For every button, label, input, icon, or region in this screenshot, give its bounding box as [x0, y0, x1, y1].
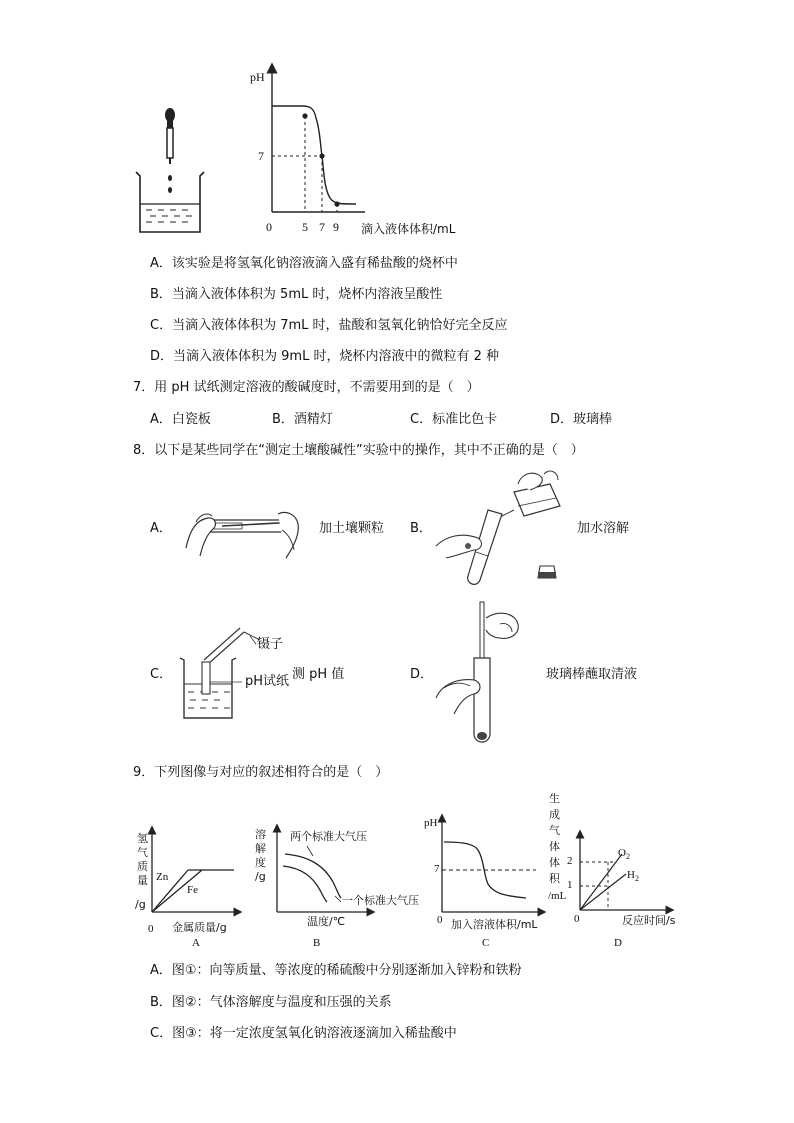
q6-option-b: B．当滴入液体体积为 5mL 时，烧杯内溶液呈酸性 — [150, 287, 443, 302]
q8-b-letter: B． — [410, 521, 432, 536]
ph-titration-graph — [240, 60, 480, 230]
q8-c-tweezers-label: 镊子 — [257, 637, 284, 652]
graph-b-curve-2atm: 两个标准大气压 — [290, 830, 367, 843]
graph-d-origin: 0 — [574, 913, 580, 925]
graph-a-fe: Fe — [187, 884, 198, 896]
graph-c-origin: 0 — [437, 914, 443, 926]
graph-d-o2-label — [618, 847, 630, 863]
graph-d-o2-sub: 2 — [625, 852, 630, 862]
ph-graph-tick-7: 7 — [258, 149, 264, 163]
graph-a-y-label-1: 氢 — [137, 832, 148, 845]
q8-c-caption: 测 pH 值 — [292, 667, 345, 682]
q8-d-letter: D． — [410, 667, 434, 682]
graph-d-gas-volume — [568, 830, 678, 914]
ph-graph-y-label: pH — [250, 70, 265, 84]
q9-option-b: B．图②：气体溶解度与温度和压强的关系 — [150, 995, 392, 1010]
graph-d-tick-1: 1 — [567, 879, 573, 891]
q8-b-caption: 加水溶解 — [577, 521, 630, 536]
graph-b-y-label-1: 溶 — [255, 828, 266, 841]
graph-d-y-label-4: 体 — [549, 840, 560, 853]
q6-option-c: C．当滴入液体体积为 7mL 时，盐酸和氢氧化钠恰好完全反应 — [150, 318, 508, 333]
graph-d-y-label-1: 生 — [549, 792, 560, 805]
graph-d-h2: H — [627, 869, 635, 881]
graph-a-hydrogen-mass — [140, 820, 250, 920]
q6-option-d: D．当滴入液体体积为 9mL 时，烧杯内溶液中的微粒有 2 种 — [150, 349, 499, 364]
graph-c-tick-7: 7 — [434, 863, 440, 875]
graph-a-x-label: 金属质量/g — [172, 921, 227, 934]
graph-a-y-label-5: /g — [135, 898, 146, 911]
add-soil-illustration — [182, 500, 307, 560]
q9-stem: 9．下列图像与对应的叙述相符合的是（ ） — [133, 765, 389, 780]
ph-graph-x-tick-9: 9 — [333, 220, 339, 234]
graph-d-tick-2: 2 — [567, 855, 573, 867]
q9-option-c: C．图③：将一定浓度氢氧化钠溶液逐滴加入稀盐酸中 — [150, 1026, 457, 1041]
q8-d-caption: 玻璃棒蘸取清液 — [546, 667, 638, 682]
q7-stem: 7．用 pH 试纸测定溶液的酸碱度时，不需要用到的是（ ） — [133, 380, 480, 395]
q7-option-b: B．酒精灯 — [272, 412, 333, 427]
ph-graph-origin: 0 — [266, 220, 272, 234]
graph-b-curve-1atm: 一个标准大气压 — [342, 894, 419, 907]
graph-d-h2-sub: 2 — [634, 874, 639, 884]
q8-c-paper-label: pH试纸 — [245, 674, 290, 689]
graph-a-y-label-2: 气 — [137, 846, 148, 859]
graph-b-x-label: 温度/℃ — [307, 915, 346, 928]
glass-rod-illustration — [430, 598, 530, 748]
graph-a-zn: Zn — [156, 871, 169, 883]
q8-a-letter: A． — [150, 521, 172, 536]
q7-option-a: A．白瓷板 — [150, 412, 211, 427]
graph-b-y-label-3: 度 — [255, 856, 266, 869]
q7-option-d: D．玻璃棒 — [550, 412, 613, 427]
graph-a-y-label-4: 量 — [137, 874, 148, 887]
graph-b-y-label-4: /g — [255, 870, 266, 883]
graph-a-origin: 0 — [148, 923, 154, 935]
graph-d-y-label-3: 气 — [549, 824, 560, 837]
graph-c-y-label: pH — [424, 817, 438, 829]
q7-option-c: C．标准比色卡 — [410, 412, 498, 427]
graph-a-y-label-3: 质 — [137, 860, 148, 873]
graph-d-y-label-7: /mL — [548, 890, 567, 902]
graph-c-ph-curve — [430, 810, 550, 918]
beaker-dropper-figure — [130, 100, 210, 240]
graph-d-letter: D — [614, 937, 622, 949]
graph-d-y-label-5: 体 — [549, 856, 560, 869]
ph-graph-x-label: 滴入液体体积/mL — [361, 222, 456, 236]
graph-d-x-label: 反应时间/s — [622, 914, 676, 927]
ph-graph-x-tick-5: 5 — [302, 220, 308, 234]
q6-option-a: A．该实验是将氢氧化钠溶液滴入盛有稀盐酸的烧杯中 — [150, 256, 458, 271]
graph-b-y-label-2: 解 — [255, 842, 266, 855]
graph-c-letter: C — [482, 937, 490, 949]
graph-d-o2: O — [618, 847, 626, 859]
add-water-illustration — [432, 466, 572, 588]
q8-stem: 8．以下是某些同学在“测定土壤酸碱性”实验中的操作，其中不正确的是（ ） — [133, 443, 584, 458]
graph-d-y-label-6: 积 — [549, 872, 560, 885]
graph-c-x-label: 加入溶液体积/mL — [451, 918, 538, 931]
graph-d-h2-label — [627, 869, 639, 885]
q8-a-caption: 加土壤颗粒 — [319, 521, 385, 536]
ph-graph-x-tick-7: 7 — [319, 220, 325, 234]
graph-b-letter: B — [313, 937, 321, 949]
graph-d-y-label-2: 成 — [549, 808, 560, 821]
q9-option-a: A．图①：向等质量、等浓度的稀硫酸中分别逐渐加入锌粉和铁粉 — [150, 963, 522, 978]
q8-c-letter: C． — [150, 667, 173, 682]
graph-a-letter: A — [192, 937, 200, 949]
